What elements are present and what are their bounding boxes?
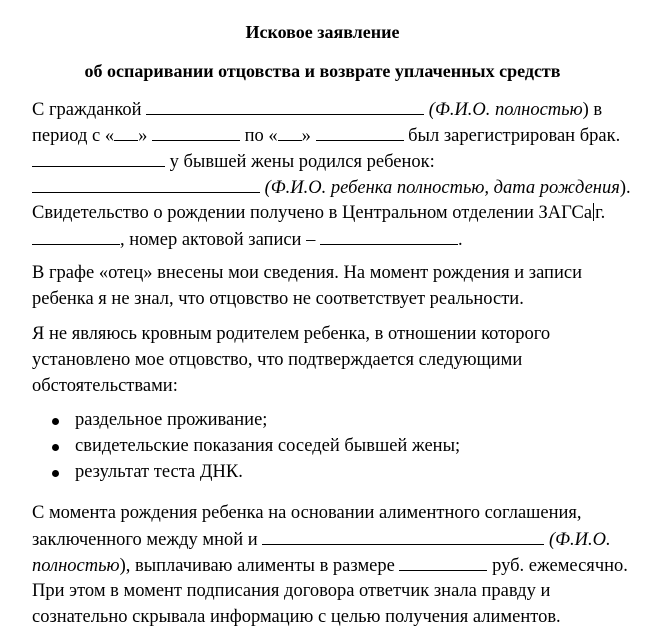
text: » (301, 126, 311, 146)
text: заключенного между мной и (32, 530, 258, 550)
paragraph1-line6 (32, 228, 463, 251)
text: ) в (582, 100, 603, 120)
blank-field-city[interactable] (32, 228, 120, 245)
blank-field-fio[interactable] (146, 98, 424, 115)
paragraph2-line2: ребенка я не знал, что отцовство не соответствует реальности. (32, 289, 524, 309)
text: Свидетельство о рождении получено в Центральном отделении ЗАГСа (32, 203, 593, 223)
bullet-icon (52, 444, 59, 451)
paragraph1-line1 (32, 98, 602, 121)
paragraph4-line1: С момента рождения ребенка на основании алиментного соглашения, (32, 503, 582, 523)
document-subtitle: об оспаривании отцовства и возврате уплаченных средств (84, 61, 561, 81)
text: . (457, 230, 463, 250)
text-cursor (593, 203, 594, 221)
bullet-icon (52, 418, 59, 425)
list-item: свидетельские показания соседей бывшей жены; (75, 436, 461, 456)
list-item: результат теста ДНК. (75, 462, 243, 482)
paragraph4-line5: сознательно скрывала информацию с целью получения алиментов. (32, 607, 561, 627)
text: ), выплачиваю алименты в размере (119, 556, 395, 576)
blank-field-birth-date[interactable] (32, 150, 165, 167)
blank-field-child-fio[interactable] (32, 176, 260, 193)
text: , номер актовой записи – (120, 230, 316, 250)
blank-field-date-from[interactable] (152, 124, 240, 141)
blank-field-day-from[interactable] (114, 124, 138, 141)
paragraph1-line4 (32, 176, 631, 199)
document-title: Исковое заявление (245, 22, 400, 42)
blank-field-record-number[interactable] (320, 228, 458, 245)
paragraph1-line3 (32, 150, 435, 173)
text: период с « (32, 126, 115, 146)
paragraph4-line3 (32, 554, 628, 577)
paragraph4-line2 (32, 528, 611, 551)
text: по « (244, 126, 278, 146)
blank-field-day-to[interactable] (278, 124, 302, 141)
paragraph1-line5 (32, 202, 605, 224)
bullet-icon (52, 470, 59, 477)
text: был зарегистрирован брак. (408, 126, 621, 146)
text: руб. ежемесячно. (492, 556, 628, 576)
paragraph3-line1: Я не являюсь кровным родителем ребенка, в отношении которого (32, 324, 551, 344)
text: ). (619, 178, 631, 198)
list-item: раздельное проживание; (75, 410, 268, 430)
text: г. (595, 203, 606, 223)
hint-fio: полностью (32, 556, 120, 576)
paragraph4-line4: При этом в момент подписания договора ответчик знала правду и (32, 581, 551, 601)
blank-field-defendant-fio[interactable] (262, 528, 544, 545)
hint-fio: (Ф.И.О. полностью (428, 100, 583, 120)
text: у бывшей жены родился ребенок: (169, 152, 435, 172)
blank-field-amount[interactable] (399, 554, 487, 571)
text: С гражданкой (32, 100, 142, 120)
paragraph1-line2 (32, 124, 620, 147)
paragraph3-line2: установлено мое отцовство, что подтверждается следующими (32, 350, 523, 370)
hint-child-fio: (Ф.И.О. ребенка полностью, дата рождения (264, 178, 620, 198)
text: » (138, 126, 148, 146)
hint-fio: (Ф.И.О. (548, 530, 611, 550)
blank-field-date-to[interactable] (316, 124, 404, 141)
paragraph3-line3: обстоятельствами: (32, 376, 178, 396)
paragraph2-line1: В графе «отец» внесены мои сведения. На момент рождения и записи (32, 263, 582, 283)
